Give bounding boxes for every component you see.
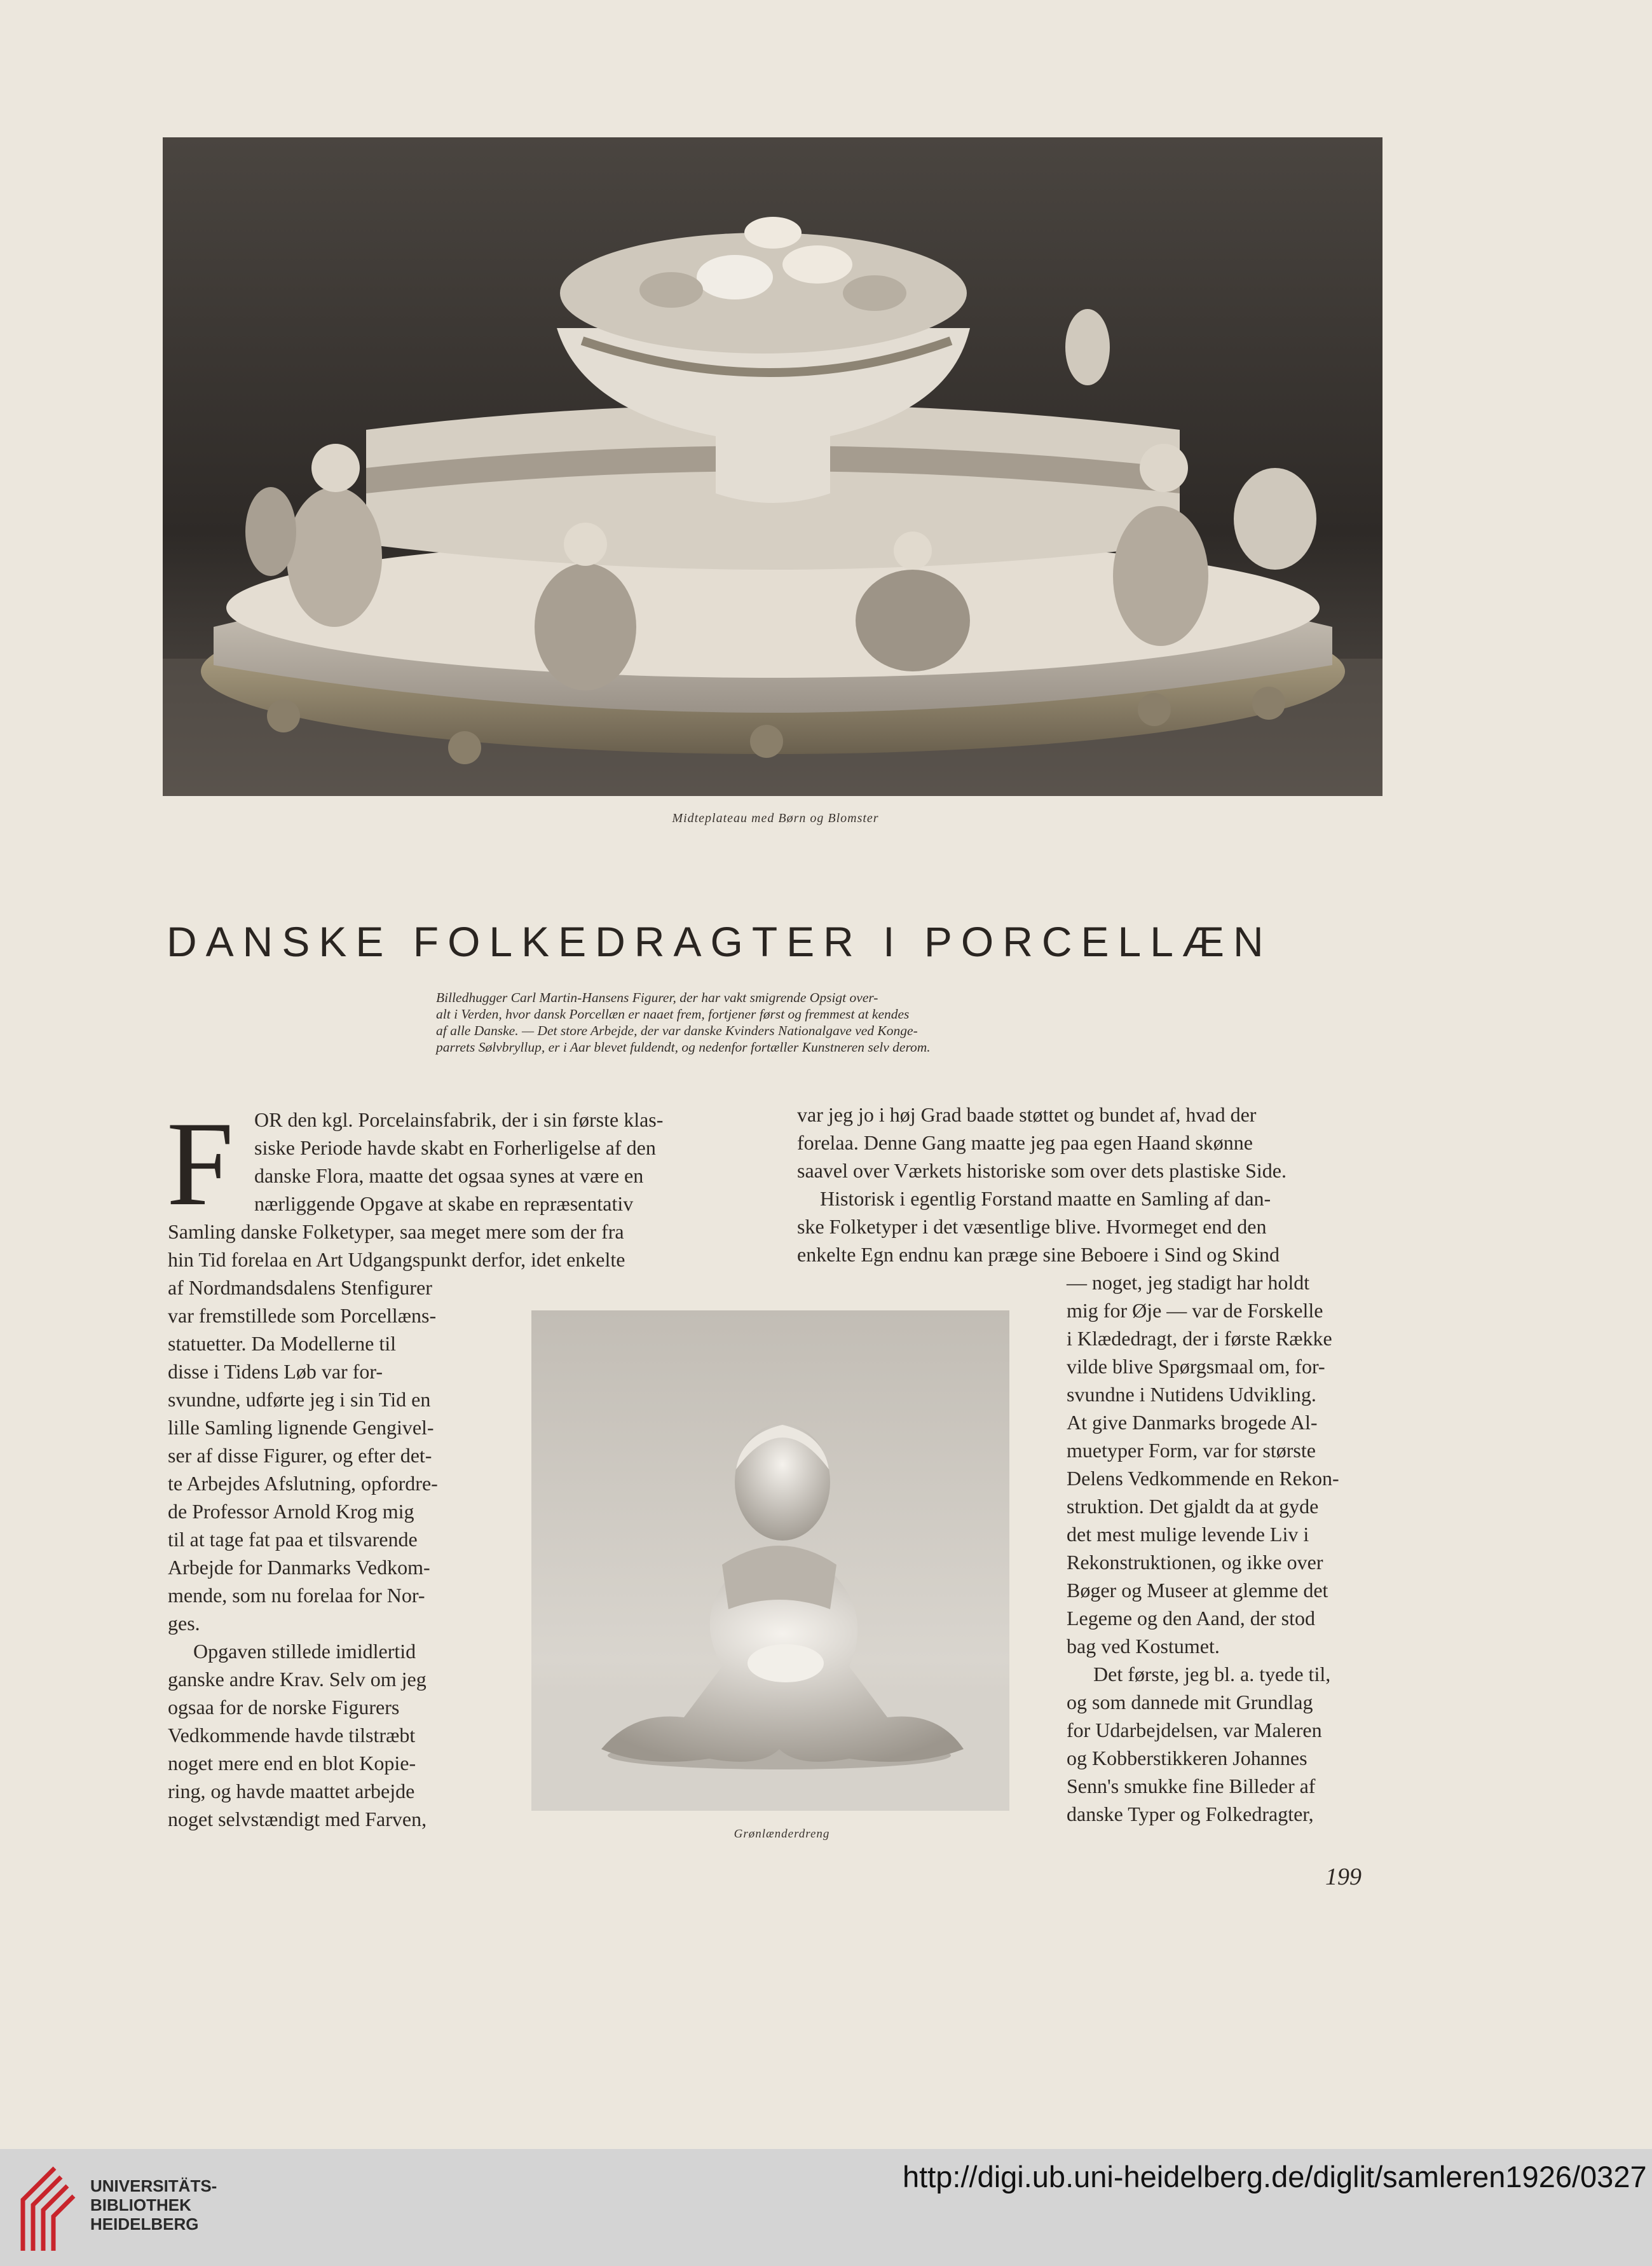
text-line: ser af disse Figurer, og efter det- [168, 1444, 432, 1467]
text-line: og som dannede mit Grundlag [1067, 1691, 1313, 1713]
text-line: Legeme og den Aand, der stod [1067, 1607, 1315, 1630]
text-line: danske Typer og Folkedragter, [1067, 1803, 1314, 1825]
intro-line: Billedhugger Carl Martin-Hansens Figurer, der har vakt smigrende Opsigt over- [436, 990, 878, 1005]
intro-line: parrets Sølvbryllup, er i Aar blevet fuldendt, og nedenfor fortæller Kunstneren selv derom. [436, 1040, 931, 1055]
text-line: saavel over Værkets historiske som over dets plastiske Side. [797, 1159, 1287, 1182]
text-line: Arbejde for Danmarks Vedkom- [168, 1556, 430, 1579]
text-line: danske Flora, maatte det ogsaa synes at være en [254, 1164, 644, 1187]
intro-line: af alle Danske. — Det store Arbejde, der var danske Kvinders Nationalgave ved Konge- [436, 1023, 918, 1038]
text-line: muetyper Form, var for største [1067, 1439, 1316, 1462]
text-line: nærliggende Opgave at skabe en repræsentativ [254, 1192, 634, 1215]
article-title: DANSKE FOLKEDRAGTER I PORCELLÆN [167, 918, 1273, 965]
text-line: ogsaa for de norske Figurers [168, 1696, 400, 1719]
text-line: var jeg jo i høj Grad baade støttet og bundet af, hvad der [797, 1103, 1257, 1126]
text-line: OR den kgl. Porcelainsfabrik, der i sin første klas- [254, 1108, 664, 1131]
inline-photo-caption: Grønlænderdreng [734, 1827, 830, 1841]
text-line: siske Periode havde skabt en Forherligelse af den [254, 1136, 656, 1159]
library-line: HEIDELBERG [90, 2214, 199, 2234]
text-line: statuetter. Da Modellerne til [168, 1332, 396, 1355]
library-name [90, 2176, 217, 2234]
library-line: UNIVERSITÄTS- [90, 2176, 217, 2195]
university-logo-icon [17, 2162, 80, 2256]
top-photo-caption: Midteplateau med Børn og Blomster [672, 811, 879, 825]
text-line: — noget, jeg stadigt har holdt [1067, 1271, 1310, 1294]
text-line: noget selvstændigt med Farven, [168, 1808, 427, 1830]
text-line: Bøger og Museer at glemme det [1067, 1579, 1328, 1602]
text-line: vilde blive Spørgsmaal om, for- [1067, 1355, 1325, 1378]
text-line: enkelte Egn endnu kan præge sine Beboere i Sind og Skind [797, 1243, 1280, 1266]
text-line: mig for Øje — var de Forskelle [1067, 1299, 1323, 1322]
text-line: hin Tid forelaa en Art Udgangspunkt derfor, idet enkelte [168, 1248, 625, 1271]
text-line: lille Samling lignende Gengivel- [168, 1416, 434, 1439]
text-line: forelaa. Denne Gang maatte jeg paa egen Haand skønne [797, 1131, 1253, 1154]
text-line: struktion. Det gjaldt da at gyde [1067, 1495, 1319, 1518]
library-line: BIBLIOTHEK [90, 2195, 191, 2214]
text-line: te Arbejdes Afslutning, opfordre- [168, 1472, 438, 1495]
text-line: af Nordmandsdalens Stenfigurer [168, 1276, 432, 1299]
text-line: bag ved Kostumet. [1067, 1635, 1220, 1658]
text-line: Opgaven stillede imidlertid [193, 1640, 416, 1663]
text-line: det mest mulige levende Liv i [1067, 1523, 1309, 1546]
text-line: Samling danske Folketyper, saa meget mere som der fra [168, 1220, 624, 1243]
text-line: i Klædedragt, der i første Række [1067, 1327, 1332, 1350]
text-line: Vedkommende havde tilstræbt [168, 1724, 416, 1747]
text-line: til at tage fat paa et tilsvarende [168, 1528, 418, 1551]
text-line: At give Danmarks brogede Al- [1067, 1411, 1318, 1434]
centerpiece-photo [163, 137, 1382, 796]
text-line: og Kobberstikkeren Johannes [1067, 1747, 1307, 1769]
text-line: for Udarbejdelsen, var Maleren [1067, 1719, 1322, 1741]
source-url-link[interactable]: http://digi.ub.uni-heidelberg.de/diglit/samleren1926/0327 [903, 2160, 1647, 2194]
text-line: mende, som nu forelaa for Nor- [168, 1584, 425, 1607]
intro-line: alt i Verden, hvor dansk Porcellæn er naaet frem, fortjener først og fremmest at kendes [436, 1006, 910, 1022]
text-line: svundne, udførte jeg i sin Tid en [168, 1388, 431, 1411]
text-line: Historisk i egentlig Forstand maatte en Samling af dan- [820, 1187, 1271, 1210]
page-number: 199 [1325, 1864, 1362, 1890]
text-line: Det første, jeg bl. a. tyede til, [1093, 1663, 1331, 1686]
text-line: Delens Vedkommende en Rekon- [1067, 1467, 1339, 1490]
text-line: de Professor Arnold Krog mig [168, 1500, 414, 1523]
text-line: ske Folketyper i det væsentlige blive. Hvormeget end den [797, 1215, 1267, 1238]
text-line: ganske andre Krav. Selv om jeg [168, 1668, 427, 1691]
drop-cap: F [167, 1097, 234, 1231]
text-line: ges. [168, 1612, 200, 1635]
text-line: Rekonstruktionen, og ikke over [1067, 1551, 1323, 1574]
text-line: svundne i Nutidens Udvikling. [1067, 1383, 1316, 1406]
text-line: noget mere end en blot Kopie- [168, 1752, 416, 1775]
article-intro [436, 989, 1123, 1055]
text-line: Senn's smukke fine Billeder af [1067, 1775, 1316, 1797]
boy-figurine-photo [531, 1310, 1009, 1811]
text-line: disse i Tidens Løb var for- [168, 1360, 383, 1383]
text-line: ring, og havde maattet arbejde [168, 1780, 415, 1803]
text-line: var fremstillede som Porcellæns- [168, 1304, 437, 1327]
